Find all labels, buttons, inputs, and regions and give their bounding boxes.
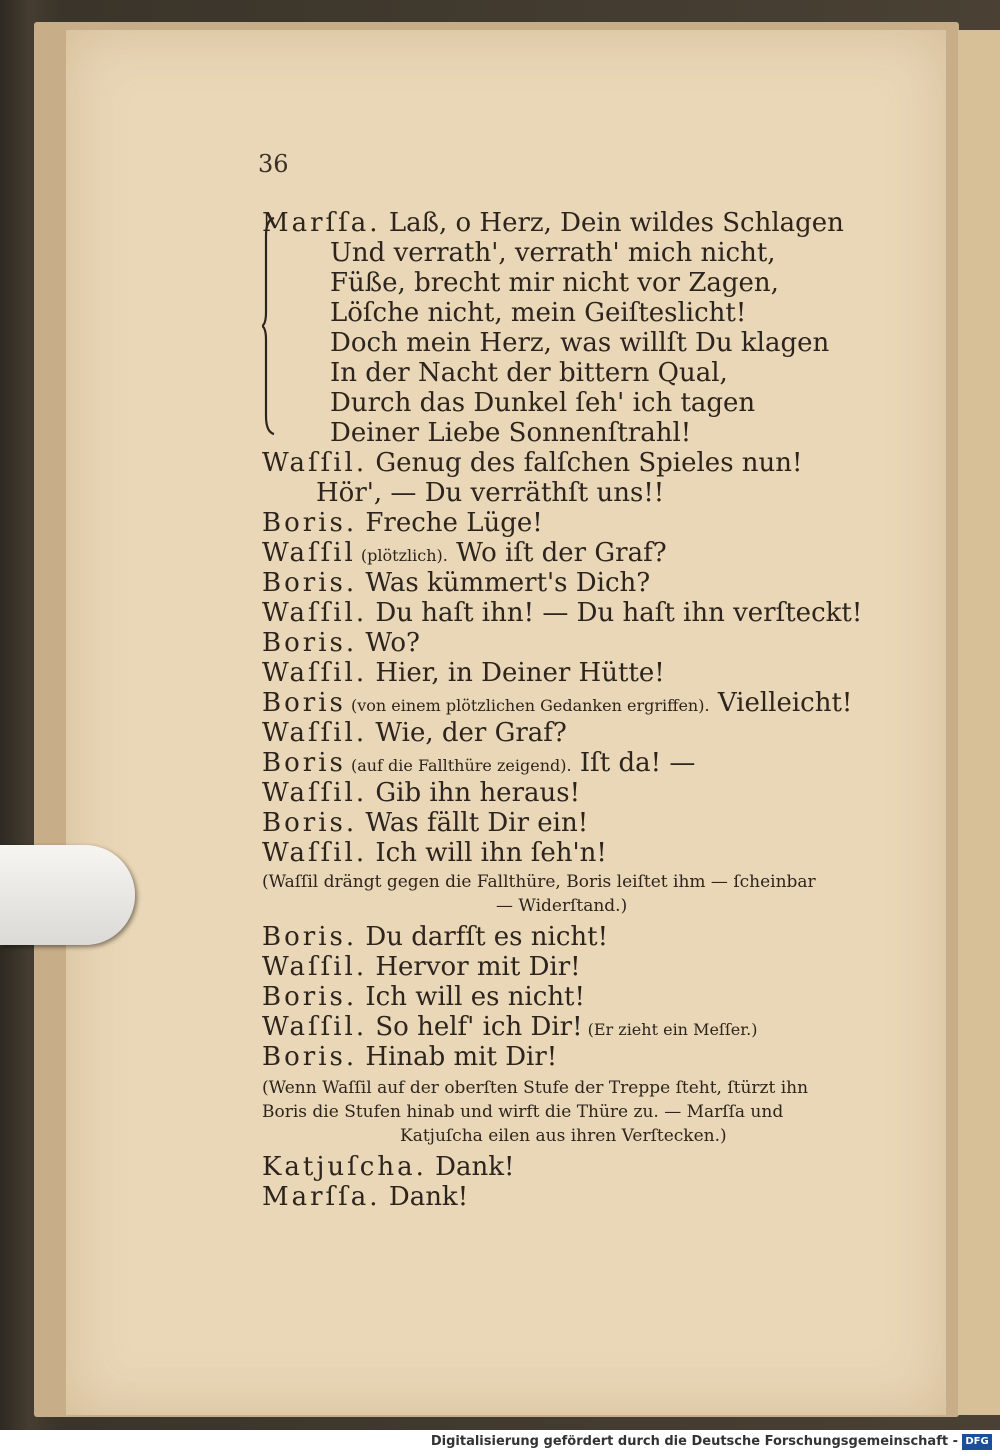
text-line	[262, 538, 667, 568]
text-line	[262, 872, 816, 892]
stage-direction: (plötzlich).	[355, 546, 448, 565]
line-text: Katjuſcha eilen aus ihren Verſtecken.)	[400, 1126, 727, 1146]
text-line	[330, 328, 829, 358]
line-text: Dank!	[426, 1152, 515, 1182]
text-line	[330, 358, 728, 388]
text-line	[262, 718, 567, 748]
speaker-name: Boris	[262, 748, 346, 778]
line-text: Doch mein Herz, was willſt Du klagen	[330, 328, 830, 358]
text-line	[262, 208, 844, 238]
speaker-name: Waſſil.	[262, 778, 368, 808]
text-line	[262, 688, 852, 718]
line-text: Laß, o Herz, Dein wildes Schlagen	[380, 208, 844, 238]
speaker-name: Boris.	[262, 1042, 358, 1072]
footer-bar	[0, 1430, 1000, 1455]
text-line	[330, 298, 746, 328]
text-line	[262, 982, 585, 1012]
text-line	[330, 268, 779, 298]
line-text: Vielleicht!	[709, 688, 853, 718]
text-line	[262, 508, 543, 538]
line-text: (Waſſil drängt gegen die Fallthüre, Boris leiſtet ihm — ſcheinbar	[262, 872, 816, 892]
speaker-name: Waſſil.	[262, 718, 368, 748]
line-text: Was fällt Dir ein!	[357, 808, 589, 838]
speaker-name: Marſſa.	[262, 1182, 381, 1212]
scanner-clip	[0, 845, 135, 945]
speaker-name: Boris.	[262, 808, 358, 838]
speaker-name: Marſſa.	[262, 208, 381, 238]
speaker-name: Waſſil.	[262, 448, 368, 478]
text-line	[262, 838, 607, 868]
line-text: Wo iſt der Graf?	[447, 538, 667, 568]
curly-brace-icon	[262, 216, 278, 436]
line-text: Hier, in Deiner Hütte!	[367, 658, 665, 688]
speaker-name: Waſſil.	[262, 838, 368, 868]
speaker-name: Katjuſcha.	[262, 1152, 427, 1182]
stage-direction: (von einem plötzlichen Gedanken ergriffen).	[345, 696, 710, 715]
line-text: Du darfſt es nicht!	[357, 922, 609, 952]
text-line	[262, 1102, 783, 1122]
line-text: Hör', — Du verräthſt uns!!	[316, 478, 665, 508]
text-line	[330, 388, 755, 418]
speaker-name: Boris.	[262, 508, 358, 538]
speaker-name: Boris.	[262, 922, 358, 952]
text-line	[330, 418, 691, 448]
footer-credit: Digitalisierung gefördert durch die Deutsche Forschungsgemeinschaft -	[430, 1434, 958, 1449]
line-text: Durch das Dunkel ſeh' ich tagen	[330, 388, 756, 418]
text-line	[316, 478, 664, 508]
speaker-name: Waſſil.	[262, 658, 368, 688]
text-line	[262, 778, 580, 808]
speaker-name: Waſſil.	[262, 952, 368, 982]
speaker-name: Boris	[262, 688, 346, 718]
text-line	[262, 748, 695, 778]
text-line	[262, 598, 862, 628]
text-line	[262, 658, 665, 688]
text-line	[330, 238, 776, 268]
line-text: In der Nacht der bittern Qual,	[330, 358, 728, 388]
line-text: Ich will es nicht!	[357, 982, 585, 1012]
line-text: Genug des falſchen Spieles nun!	[367, 448, 803, 478]
text-line	[496, 896, 627, 916]
facing-page-edge	[958, 30, 1000, 1415]
stage-direction: (auf die Fallthüre zeigend).	[345, 756, 572, 775]
speaker-name: Waſſil.	[262, 598, 368, 628]
stage-direction: (Er zieht ein Meſſer.)	[582, 1020, 758, 1039]
dfg-logo: DFG	[962, 1434, 992, 1450]
speaker-name: Boris.	[262, 982, 358, 1012]
speaker-name: Waſſil	[262, 538, 356, 568]
line-text: Was kümmert's Dich?	[357, 568, 651, 598]
line-text: Iſt da! —	[571, 748, 696, 778]
text-line	[262, 952, 581, 982]
line-text: Hervor mit Dir!	[367, 952, 581, 982]
text-line	[262, 808, 588, 838]
text-line	[262, 1078, 808, 1098]
text-line	[262, 1012, 757, 1042]
text-line	[262, 568, 650, 598]
line-text: Hinab mit Dir!	[357, 1042, 558, 1072]
text-line	[262, 922, 608, 952]
text-line	[262, 1042, 557, 1072]
line-text: So helf' ich Dir!	[367, 1012, 583, 1042]
speaker-name: Boris.	[262, 628, 358, 658]
text-line	[262, 1152, 514, 1182]
line-text: Freche Lüge!	[357, 508, 543, 538]
line-text: — Widerſtand.)	[496, 896, 628, 916]
text-line	[400, 1126, 727, 1146]
line-text: Dank!	[380, 1182, 469, 1212]
line-text: Löſche nicht, mein Geiſteslicht!	[330, 298, 747, 328]
text-line	[262, 448, 802, 478]
line-text: Gib ihn heraus!	[367, 778, 581, 808]
line-text: Boris die Stufen hinab und wirft die Thüre zu. — Marſſa und	[262, 1102, 784, 1122]
line-text: Füße, brecht mir nicht vor Zagen,	[330, 268, 779, 298]
line-text: Ich will ihn ſeh'n!	[367, 838, 607, 868]
line-text: Deiner Liebe Sonnenſtrahl!	[330, 418, 692, 448]
line-text: Und verrath', verrath' mich nicht,	[330, 238, 776, 268]
line-text: Du haſt ihn! — Du haſt ihn verſteckt!	[367, 598, 863, 628]
line-text: Wie, der Graf?	[367, 718, 567, 748]
line-text: Wo?	[357, 628, 420, 658]
text-line	[262, 1182, 468, 1212]
text-line	[262, 628, 420, 658]
speaker-name: Waſſil.	[262, 1012, 368, 1042]
speaker-name: Boris.	[262, 568, 358, 598]
page-number: 36	[258, 150, 289, 178]
line-text: (Wenn Waſſil auf der oberſten Stufe der Treppe ſteht, ſtürzt ihn	[262, 1078, 809, 1098]
